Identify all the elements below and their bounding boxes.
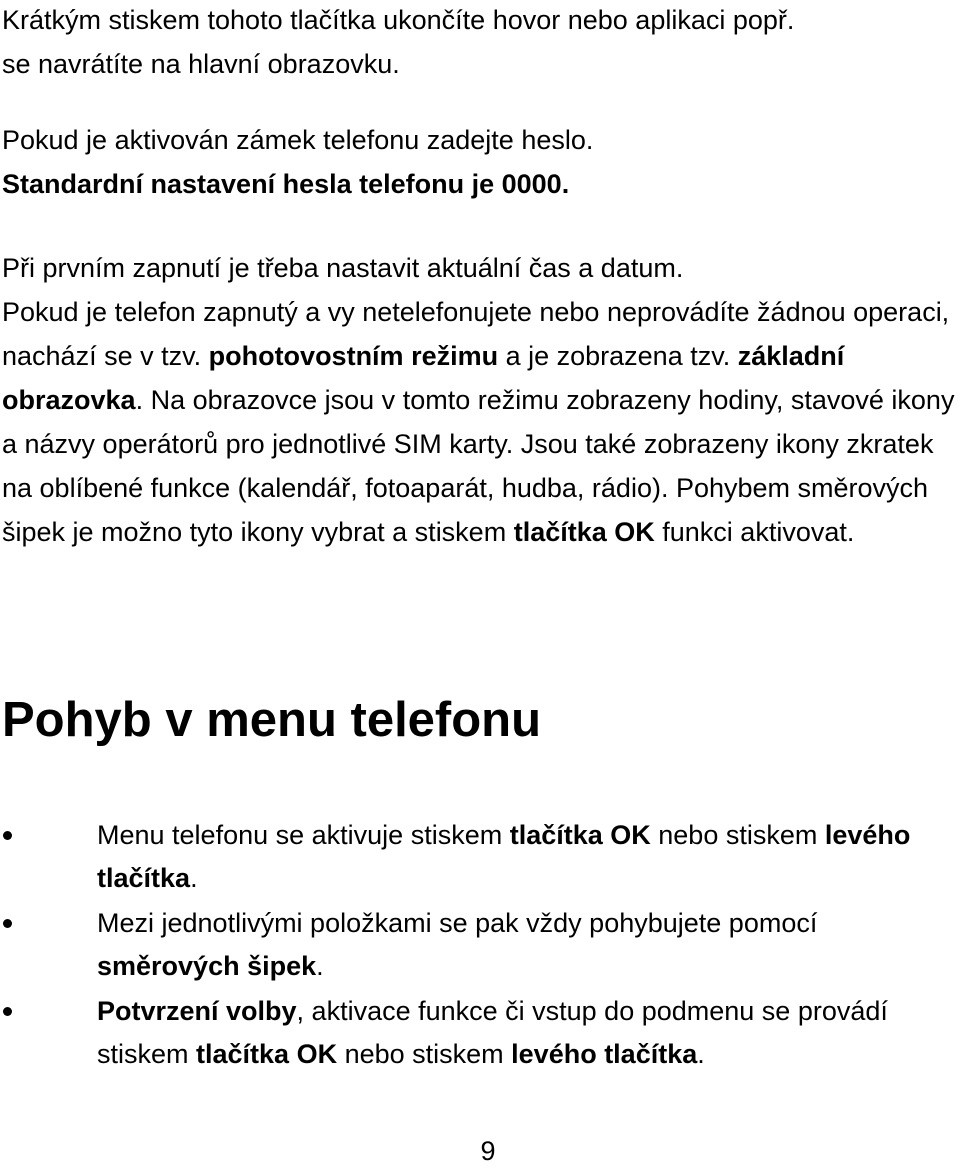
list-item: [0, 814, 947, 900]
list-item: [0, 990, 947, 1076]
bullet-icon: [3, 1007, 12, 1016]
bold-term-ok-button: tlačítka OK: [196, 1039, 338, 1069]
list-item: [0, 902, 947, 988]
list-item-text: .: [316, 951, 324, 981]
bold-term-left-button: levého tlačítka: [511, 1039, 698, 1069]
bold-term-standby-mode: pohotovostním režimu: [208, 341, 499, 371]
paragraph-phone-lock: [2, 118, 957, 206]
page-number: 9: [480, 1136, 496, 1166]
paragraph-text: . Na obrazovce jsou v tomto režimu zobrazeny hodiny, stavové ikony a názvy operátorů pro jednotlivé SIM karty. Jsou také zobrazeny ikony zkratek na oblíbené funkce (kalendář, fotoaparát, hudba, rádio). Pohybem směrových šipek je možno tyto ikony vybrat a stiskem: [2, 385, 955, 547]
list-item-text: nebo stiskem: [337, 1039, 512, 1069]
list-item-text: nebo stiskem: [650, 820, 825, 850]
paragraph-text: a je zobrazena tzv.: [498, 341, 738, 371]
bullet-list: [0, 814, 960, 1078]
list-item-text: Menu telefonu se aktivuje stiskem: [97, 820, 510, 850]
list-item-text: , aktivace funkce či vstup do podmenu se provádí stiskem: [97, 996, 888, 1069]
bullet-icon: [3, 919, 12, 928]
paragraph-standby-mode: [2, 246, 957, 554]
list-item-text: Mezi jednotlivými položkami se pak vždy pohybujete pomocí: [97, 908, 818, 938]
bold-term-confirm-selection: Potvrzení volby: [97, 996, 297, 1026]
bold-term-home-screen: základní obrazovka: [2, 341, 845, 415]
paragraph-text: funkci aktivovat.: [654, 517, 855, 547]
paragraph-text: Pokud je aktivován zámek telefonu zadejte heslo.: [2, 125, 594, 155]
section-heading: Pohyb v menu telefonu: [2, 693, 542, 747]
bold-term-arrow-keys: směrových šipek: [97, 951, 317, 981]
list-item-text: .: [190, 863, 198, 893]
paragraph-text: Při prvním zapnutí je třeba nastavit aktuální čas a datum.: [2, 253, 684, 283]
paragraph-end-key-description: [2, 0, 957, 86]
list-item-text: .: [697, 1039, 705, 1069]
bold-term-ok-button: tlačítka OK: [509, 820, 651, 850]
bullet-icon: [3, 831, 12, 840]
bold-term-left-button: levého tlačítka: [97, 820, 911, 893]
paragraph-text: Pokud je telefon zapnutý a vy netelefonujete nebo neprovádíte žádnou operaci, nachází se v tzv.: [2, 297, 950, 371]
default-password-note: Standardní nastavení hesla telefonu je 0000.: [2, 169, 570, 199]
paragraph-text: se navrátíte na hlavní obrazovku.: [2, 49, 400, 79]
paragraph-text: Krátkým stiskem tohoto tlačítka ukončíte hovor nebo aplikaci popř.: [2, 5, 795, 35]
bold-term-ok-button: tlačítka OK: [513, 517, 655, 547]
